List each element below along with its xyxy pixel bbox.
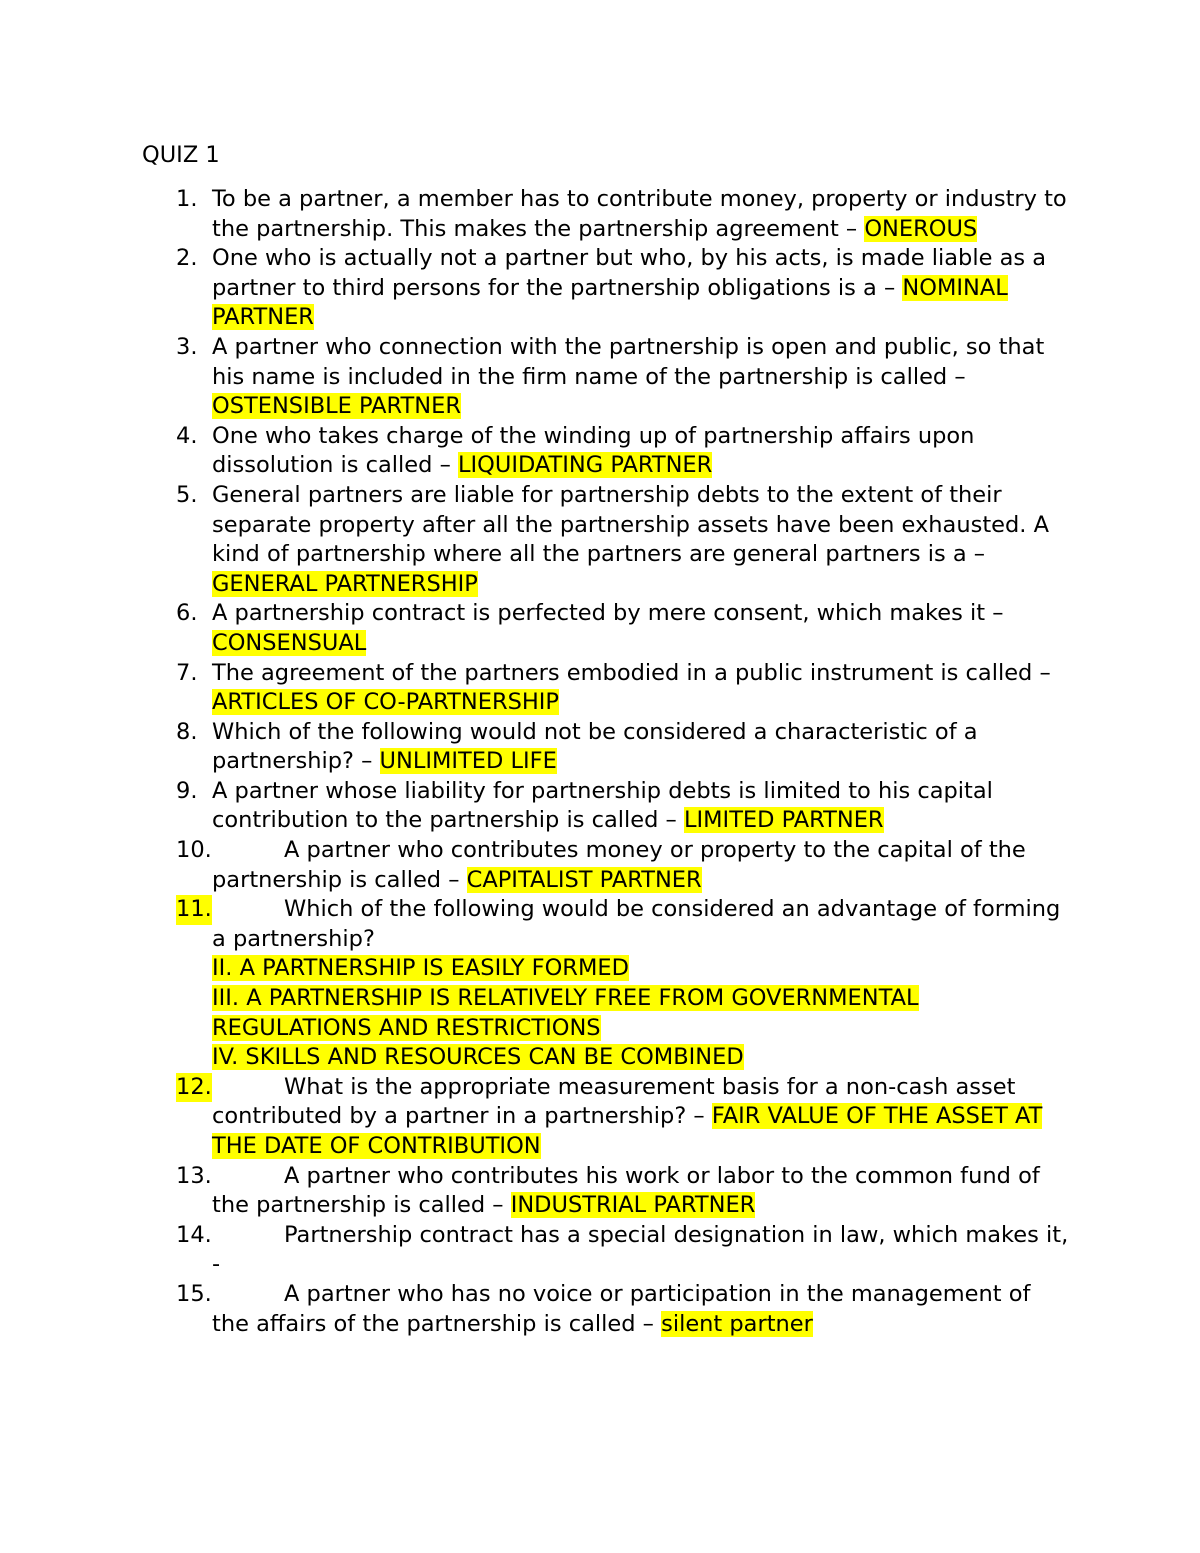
answer-option: III. A PARTNERSHIP IS RELATIVELY FREE FROM GOVERNMENTAL REGULATIONS AND RESTRICTIONS: [212, 985, 919, 1041]
item-number: 11.: [176, 895, 212, 925]
quiz-item-2: [142, 244, 1072, 333]
question-text: A partner who has no voice or participation in the management of the affairs of the partnership is called –: [212, 1280, 1031, 1337]
question-text: One who is actually not a partner but who, by his acts, is made liable as a partner to third persons for the partnership obligations is a –: [212, 245, 1047, 301]
question-text: A partner who contributes money or property to the capital of the partnership is called –: [212, 837, 1026, 893]
item-number: 3.: [176, 333, 198, 360]
item-number: 5.: [176, 481, 198, 508]
question-text: Partnership contract has a special designation in law, which makes it, -: [212, 1221, 1069, 1278]
item-number: 6.: [176, 600, 198, 627]
answer-option: IV. SKILLS AND RESOURCES CAN BE COMBINED: [212, 1044, 744, 1071]
item-number: 9.: [176, 777, 198, 804]
question-text: A partner who contributes his work or labor to the common fund of the partnership is called –: [212, 1162, 1040, 1219]
quiz-item-7: [142, 659, 1072, 718]
answer-highlight: silent partner: [661, 1310, 813, 1337]
answer-highlight: LIQUIDATING PARTNER: [457, 452, 713, 479]
item-number: 7.: [176, 659, 198, 686]
quiz-item-15: [142, 1280, 1072, 1339]
answer-option: II. A PARTNERSHIP IS EASILY FORMED: [212, 955, 629, 982]
question-text: Which of the following would not be considered a characteristic of a partnership? –: [212, 718, 978, 775]
answer-highlight: UNLIMITED LIFE: [379, 748, 557, 775]
quiz-item-14: [142, 1221, 1072, 1280]
question-text: A partnership contract is perfected by mere consent, which makes it –: [212, 600, 1004, 627]
quiz-item-13: [142, 1162, 1072, 1221]
quiz-item-5: [142, 481, 1072, 599]
item-number: 13.: [176, 1162, 212, 1189]
item-number: 1.: [176, 186, 198, 212]
question-text: One who takes charge of the winding up of partnership affairs upon dissolution is called –: [212, 422, 975, 479]
answer-highlight: GENERAL PARTNERSHIP: [212, 570, 478, 597]
item-number: 14.: [176, 1221, 212, 1248]
question-text: What is the appropriate measurement basis for a non-cash asset contributed by a partner in a partnership? –: [212, 1073, 1016, 1130]
quiz-item-11: [142, 895, 1072, 1073]
item-number: 15.: [176, 1280, 212, 1307]
quiz-item-1: [142, 185, 1072, 244]
quiz-item-8: [142, 718, 1072, 777]
question-text: To be a partner, a member has to contribute money, property or industry to the partnership. This makes the partnership agreement –: [212, 186, 1067, 242]
answer-highlight: CONSENSUAL: [212, 629, 367, 656]
question-text: A partner who connection with the partnership is open and public, so that his name is included in the firm name of the partnership is called –: [212, 333, 1045, 390]
answer-highlight: ONEROUS: [864, 215, 978, 242]
answer-highlight: CAPITALIST PARTNER: [466, 866, 702, 893]
answer-highlight: LIMITED PARTNER: [683, 807, 884, 834]
answer-highlight: NOMINAL PARTNER: [212, 274, 1008, 331]
quiz-question-list: [142, 185, 1072, 1339]
item-number: 8.: [176, 718, 198, 745]
page-title: QUIZ 1: [142, 142, 220, 168]
item-number: 4.: [176, 422, 198, 449]
question-text: The agreement of the partners embodied in a public instrument is called –: [212, 659, 1051, 686]
item-number: 10.: [176, 837, 212, 864]
item-number: 12.: [176, 1073, 212, 1103]
quiz-item-6: [142, 599, 1072, 658]
quiz-item-4: [142, 422, 1072, 481]
answer-highlight: OSTENSIBLE PARTNER: [212, 393, 461, 420]
answer-highlight: ARTICLES OF CO-PARTNERSHIP: [212, 689, 559, 716]
item-number: 2.: [176, 245, 198, 272]
answer-highlight: FAIR VALUE OF THE ASSET AT THE DATE OF CONTRIBUTION: [212, 1103, 1043, 1159]
question-text: A partner whose liability for partnership debts is limited to his capital contribution to the partnership is called –: [212, 777, 993, 834]
quiz-item-9: [142, 777, 1072, 836]
quiz-item-3: [142, 333, 1072, 422]
quiz-item-10: [142, 836, 1072, 895]
question-text: General partners are liable for partnership debts to the extent of their separate property after all the partnership assets have been exhausted. A kind of partnership where all the partners are general partners is a –: [212, 481, 1049, 568]
answer-highlight: INDUSTRIAL PARTNER: [510, 1192, 756, 1219]
quiz-item-12: [142, 1073, 1072, 1162]
question-text: Which of the following would be considered an advantage of forming a partnership?: [212, 896, 1061, 952]
